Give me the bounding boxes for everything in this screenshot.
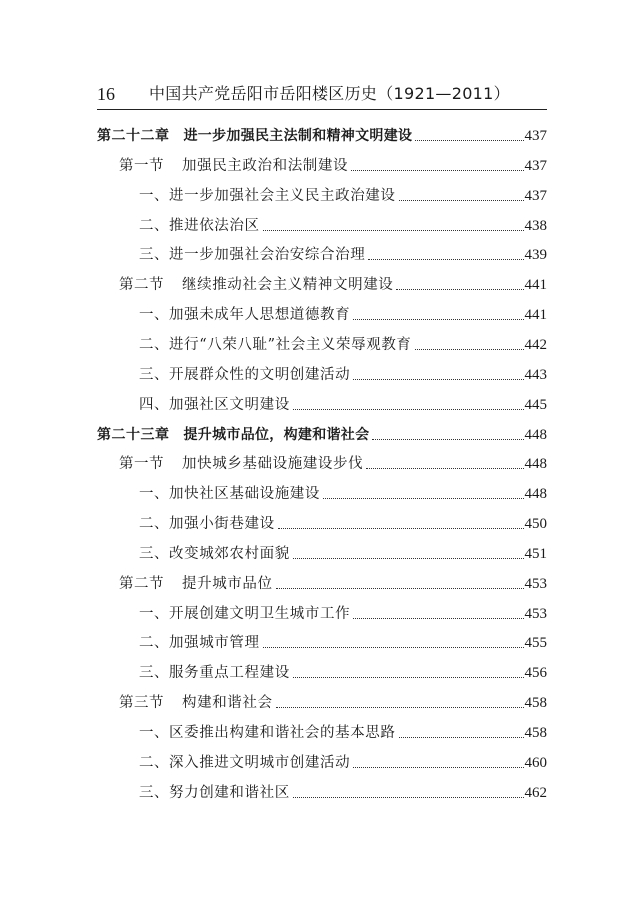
toc-entry-title: 提升城市品位，构建和谐社会	[183, 426, 370, 443]
page-number: 16	[97, 84, 115, 104]
toc-entry-number: 三、	[139, 247, 169, 264]
dot-leader	[399, 737, 524, 738]
dot-leader	[366, 468, 523, 469]
toc-entry-section[interactable]	[119, 153, 547, 175]
toc-entry-number: 第一节	[119, 157, 164, 174]
toc-entry-title: 进行“八荣八耻”社会主义荣辱观教育	[169, 336, 412, 353]
toc-entry-chapter[interactable]	[97, 123, 547, 145]
toc-entry-page-number: 462	[524, 784, 547, 801]
toc-entry-subsection[interactable]	[139, 541, 547, 563]
dot-leader	[353, 767, 523, 768]
dot-leader	[276, 707, 524, 708]
toc-entry-subsection[interactable]	[139, 213, 547, 235]
dot-leader	[263, 647, 524, 648]
toc-entry-page-number: 448	[524, 426, 547, 443]
toc-entry-page-number: 448	[524, 486, 547, 503]
dot-leader	[263, 230, 524, 231]
toc-entry-section[interactable]	[119, 690, 547, 712]
toc-entry-subsection[interactable]	[139, 720, 547, 742]
dot-leader	[353, 319, 523, 320]
dot-leader	[353, 618, 523, 619]
toc-entry-title: 深入推进文明城市创建活动	[169, 754, 351, 771]
toc-entry-subsection[interactable]	[139, 511, 547, 533]
toc-entry-number: 二、	[139, 217, 169, 234]
toc-entry-number: 一、	[139, 307, 169, 324]
toc-entry-page-number: 441	[524, 277, 547, 294]
toc-entry-page-number: 441	[524, 307, 547, 324]
toc-entry-page-number: 448	[524, 456, 547, 473]
toc-entry-title: 加强未成年人思想道德教育	[169, 307, 351, 324]
toc-entry-number: 二、	[139, 635, 169, 652]
toc-entry-page-number: 456	[524, 665, 547, 682]
toc-entry-page-number: 453	[524, 575, 547, 592]
toc-entry-title: 区委推出构建和谐社会的基本思路	[169, 725, 396, 741]
dot-leader	[293, 409, 524, 410]
toc-entry-subsection[interactable]	[139, 392, 547, 414]
toc-entry-subsection[interactable]	[139, 362, 547, 384]
dot-leader	[351, 170, 523, 171]
toc-entry-title: 加快城乡基础设施建设步伐	[182, 456, 364, 473]
toc-entry-subsection[interactable]	[139, 660, 547, 682]
dot-leader	[368, 259, 523, 260]
toc-entry-number: 二、	[139, 336, 169, 353]
dot-leader	[293, 797, 524, 798]
toc-entry-subsection[interactable]	[139, 481, 547, 503]
toc-entry-number: 三、	[139, 545, 169, 562]
toc-entry-title: 进一步加强社会主义民主政治建设	[169, 187, 396, 204]
toc-entry-title: 开展群众性的文明创建活动	[169, 366, 351, 383]
toc-entry-page-number: 437	[524, 187, 547, 204]
toc-entry-number: 一、	[139, 486, 169, 503]
toc-entry-title: 加快社区基础设施建设	[169, 486, 320, 503]
toc-entry-number: 一、	[139, 725, 169, 741]
toc-entry-title: 改变城郊农村面貌	[169, 545, 290, 562]
toc-entry-subsection[interactable]	[139, 780, 547, 802]
toc-entry-page-number: 458	[524, 695, 547, 712]
toc-entry-subsection[interactable]	[139, 750, 547, 772]
toc-entry-section[interactable]	[119, 272, 547, 294]
toc-entry-page-number: 460	[524, 754, 547, 771]
toc-entry-number: 二、	[139, 754, 169, 771]
toc-entry-number: 第三节	[119, 695, 164, 712]
toc-entry-number: 三、	[139, 784, 169, 801]
dot-leader	[276, 588, 524, 589]
toc-entry-number: 第二节	[119, 575, 164, 592]
toc-entry-page-number: 450	[524, 516, 547, 533]
toc-entry-number: 第二十三章	[97, 426, 170, 443]
dot-leader	[278, 528, 524, 529]
toc-entry-subsection[interactable]	[139, 332, 547, 354]
toc-entry-page-number: 437	[524, 157, 547, 174]
toc-entry-number: 第二十二章	[97, 128, 170, 144]
toc-entry-number: 一、	[139, 187, 169, 204]
toc-entry-number: 三、	[139, 665, 169, 682]
toc-entry-title: 开展创建文明卫生城市工作	[169, 605, 351, 622]
dot-leader	[353, 379, 523, 380]
dot-leader	[293, 558, 524, 559]
toc-entry-number: 第二节	[119, 277, 164, 294]
toc-entry-page-number: 453	[524, 605, 547, 622]
toc-entry-title: 构建和谐社会	[182, 695, 273, 712]
toc-entry-number: 二、	[139, 516, 169, 533]
toc-entry-title: 服务重点工程建设	[169, 665, 290, 682]
toc-entry-page-number: 455	[524, 635, 547, 652]
toc-entry-page-number: 443	[524, 366, 547, 383]
toc-entry-number: 四、	[139, 396, 169, 413]
dot-leader	[415, 140, 523, 141]
toc-entry-page-number: 439	[524, 247, 547, 264]
toc-entry-subsection[interactable]	[139, 242, 547, 264]
dot-leader	[293, 677, 524, 678]
toc-entry-page-number: 437	[524, 128, 547, 144]
toc-entry-page-number: 442	[524, 336, 547, 353]
toc-entry-title: 加强民主政治和法制建设	[182, 157, 349, 174]
toc-entry-section[interactable]	[119, 451, 547, 473]
toc-entry-page-number: 451	[524, 545, 547, 562]
toc-entry-title: 努力创建和谐社区	[169, 784, 290, 801]
toc-entry-page-number: 445	[524, 396, 547, 413]
toc-entry-page-number: 438	[524, 217, 547, 234]
toc-entry-title: 继续推动社会主义精神文明建设	[182, 277, 394, 294]
toc-entry-title: 进一步加强民主法制和精神文明建设	[183, 128, 413, 144]
toc-entry-title: 进一步加强社会治安综合治理	[169, 247, 366, 264]
toc-entry-subsection[interactable]	[139, 302, 547, 324]
toc-entry-title: 加强城市管理	[169, 635, 260, 652]
toc-entry-subsection[interactable]	[139, 630, 547, 652]
toc-entry-subsection[interactable]	[139, 183, 547, 205]
dot-leader	[415, 349, 524, 350]
toc-entry-title: 提升城市品位	[182, 575, 273, 592]
toc-entry-number: 第一节	[119, 456, 164, 473]
toc-entry-title: 加强社区文明建设	[169, 396, 290, 413]
dot-leader	[372, 439, 523, 440]
toc-entry-number: 一、	[139, 605, 169, 622]
toc-entry-subsection[interactable]	[139, 601, 547, 623]
dot-leader	[399, 200, 524, 201]
toc-entry-number: 三、	[139, 366, 169, 383]
dot-leader	[323, 498, 524, 499]
toc-entry-title: 加强小街巷建设	[169, 516, 275, 533]
toc-entry-section[interactable]	[119, 571, 547, 593]
dot-leader	[396, 289, 523, 290]
toc-entry-page-number: 458	[524, 725, 547, 741]
book-title: 中国共产党岳阳市岳阳楼区历史（1921—2011）	[149, 84, 510, 103]
toc-entry-title: 推进依法治区	[169, 217, 260, 234]
toc-entry-chapter[interactable]	[97, 422, 547, 444]
